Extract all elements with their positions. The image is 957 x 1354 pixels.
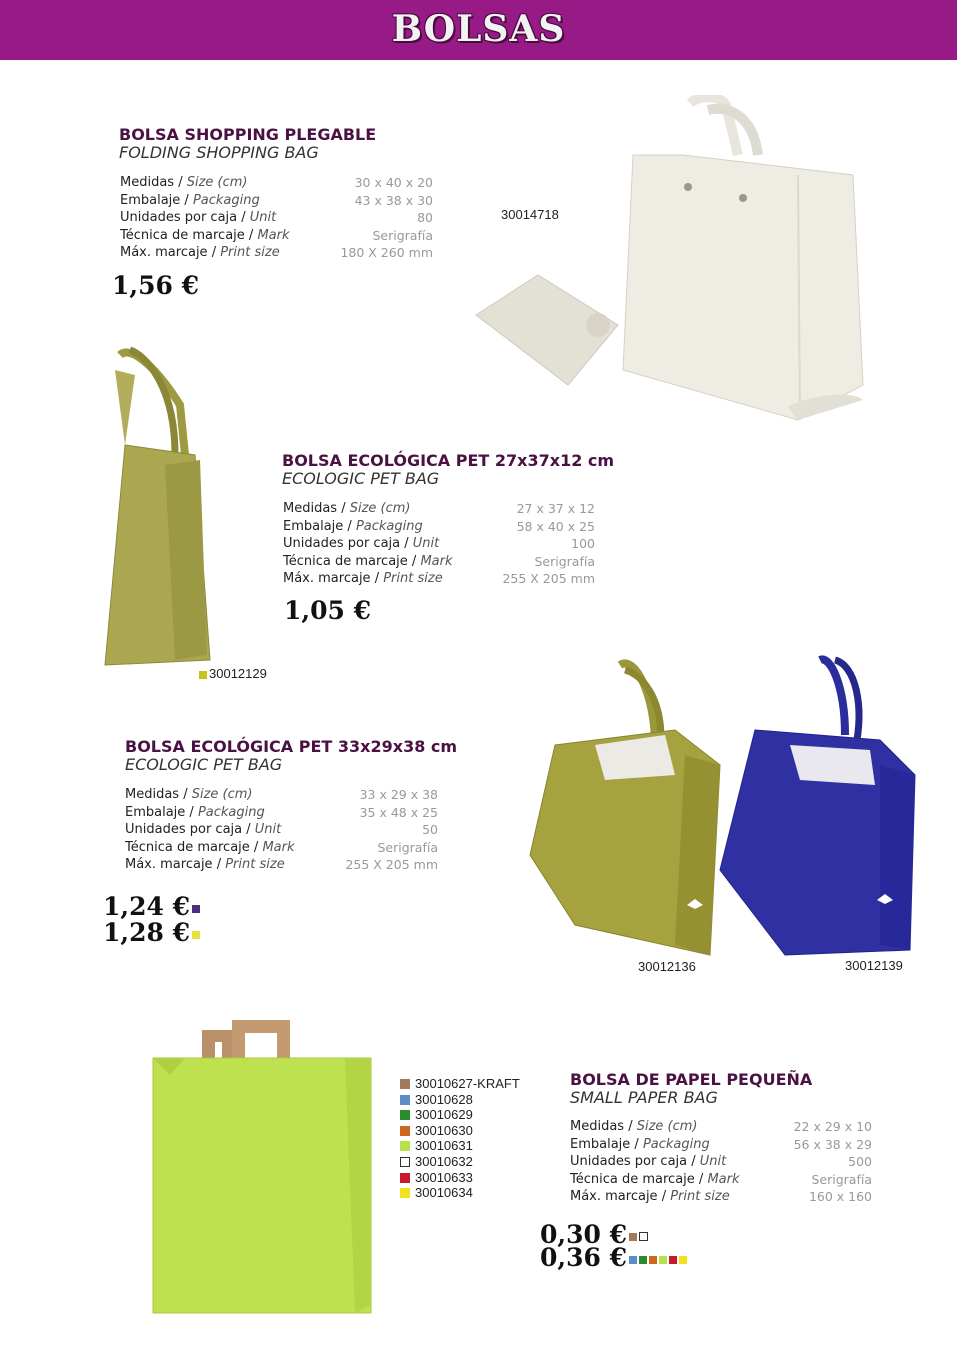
spec-value: Serigrafía [377,839,438,855]
product-subtitle: ECOLOGIC PET BAG [282,469,440,488]
spec-row: Medidas / Size (cm) 22 x 29 x 10 [570,1119,872,1134]
product-code: 30012136 [638,959,696,974]
color-swatch [679,1256,687,1264]
list-item: 30010632 [400,1154,520,1170]
color-code-list [400,1076,520,1201]
product-title: BOLSA DE PAPEL PEQUEÑA [570,1070,813,1089]
spec-value: 160 x 160 [808,1189,872,1204]
spec-value: 30 x 40 x 20 [354,175,433,190]
price: 1,05 € [284,596,371,625]
spec-value: Serigrafía [811,1171,872,1187]
spec-table [120,174,433,262]
spec-row: Embalaje / Packaging 43 x 38 x 30 [120,192,433,208]
color-swatch [629,1233,637,1241]
spec-value: Serigrafía [534,553,595,569]
spec-row: Embalaje / Packaging 56 x 38 x 29 [570,1136,872,1152]
spec-row: Máx. marcaje / Print size 255 X 205 mm [125,857,438,872]
page-title: BOLSAS [391,8,566,50]
spec-value: 58 x 40 x 25 [516,518,595,534]
spec-value: 33 x 29 x 38 [359,787,438,802]
product-subtitle: FOLDING SHOPPING BAG [119,143,319,162]
list-item: 30010634 [400,1185,520,1201]
spec-table [570,1118,872,1206]
paper-bag-image [150,1015,375,1320]
list-item: 30010627-KRAFT [400,1076,520,1092]
list-item: 30010633 [400,1170,520,1186]
price: 1,28 € [103,920,200,946]
spec-value: 255 X 205 mm [345,857,438,872]
spec-value: 255 X 205 mm [502,571,595,586]
spec-row: Máx. marcaje / Print size 255 X 205 mm [283,571,595,586]
price: 1,24 € [103,894,200,920]
list-item: 30010630 [400,1123,520,1139]
white-shopping-bag-image [468,95,868,430]
product-code: 30012129 [199,666,267,681]
spec-value: 180 X 260 mm [340,245,433,260]
list-item: 30010629 [400,1107,520,1123]
spec-row: Máx. marcaje / Print size 160 x 160 [570,1189,872,1204]
spec-row: Medidas / Size (cm) 30 x 40 x 20 [120,175,433,190]
color-swatch [192,931,200,939]
color-swatch [400,1141,410,1151]
spec-value: 500 [848,1154,872,1169]
product-title: BOLSA ECOLÓGICA PET 27x37x12 cm [282,451,615,470]
spec-row: Embalaje / Packaging 35 x 48 x 25 [125,804,438,820]
olive-pet-bag-image [95,345,220,675]
spec-value: 35 x 48 x 25 [359,804,438,820]
list-item: 30010628 [400,1092,520,1108]
spec-row: Unidades por caja / Unit 500 [570,1154,872,1169]
price: 0,30 € [540,1222,648,1248]
color-swatch [400,1157,410,1167]
spec-value: 27 x 37 x 12 [516,501,595,516]
spec-value: 80 [417,210,433,225]
color-swatch [400,1095,410,1105]
spec-row: Medidas / Size (cm) 27 x 37 x 12 [283,501,595,516]
product-title: BOLSA ECOLÓGICA PET 33x29x38 cm [125,737,458,756]
color-swatch [669,1256,677,1264]
spec-row: Unidades por caja / Unit 50 [125,822,438,837]
spec-row: Técnica de marcaje / Mark Serigrafía [125,839,438,855]
color-swatch [199,671,207,679]
spec-value: 50 [422,822,438,837]
spec-row: Medidas / Size (cm) 33 x 29 x 38 [125,787,438,802]
list-item: 30010631 [400,1138,520,1154]
product-code: 30012139 [845,958,903,973]
spec-row: Técnica de marcaje / Mark Serigrafía [120,227,433,243]
spec-value: 22 x 29 x 10 [793,1119,872,1134]
spec-value: Serigrafía [372,227,433,243]
spec-row: Embalaje / Packaging 58 x 40 x 25 [283,518,595,534]
color-swatch [639,1232,648,1241]
price: 0,36 € [540,1245,687,1271]
olive-blue-pet-bags-image [525,655,920,960]
spec-row: Máx. marcaje / Print size 180 X 260 mm [120,245,433,260]
color-swatch [629,1256,637,1264]
color-swatch [400,1126,410,1136]
spec-table [283,500,595,588]
spec-value: 100 [571,536,595,551]
spec-value: 43 x 38 x 30 [354,192,433,208]
spec-row: Unidades por caja / Unit 80 [120,210,433,225]
spec-row: Técnica de marcaje / Mark Serigrafía [570,1171,872,1187]
price: 1,56 € [112,271,199,300]
color-swatch [649,1256,657,1264]
spec-value: 56 x 38 x 29 [793,1136,872,1152]
spec-row: Técnica de marcaje / Mark Serigrafía [283,553,595,569]
header-bar [0,0,957,60]
product-subtitle: SMALL PAPER BAG [570,1088,718,1107]
color-swatch [400,1188,410,1198]
color-swatch [639,1256,647,1264]
product-title: BOLSA SHOPPING PLEGABLE [119,125,377,144]
product-subtitle: ECOLOGIC PET BAG [125,755,283,774]
spec-table [125,786,438,874]
spec-row: Unidades por caja / Unit 100 [283,536,595,551]
color-swatch [192,905,200,913]
color-swatch [400,1173,410,1183]
product-code: 30014718 [501,207,559,222]
color-swatch [659,1256,667,1264]
color-swatch [400,1079,410,1089]
color-swatch [400,1110,410,1120]
